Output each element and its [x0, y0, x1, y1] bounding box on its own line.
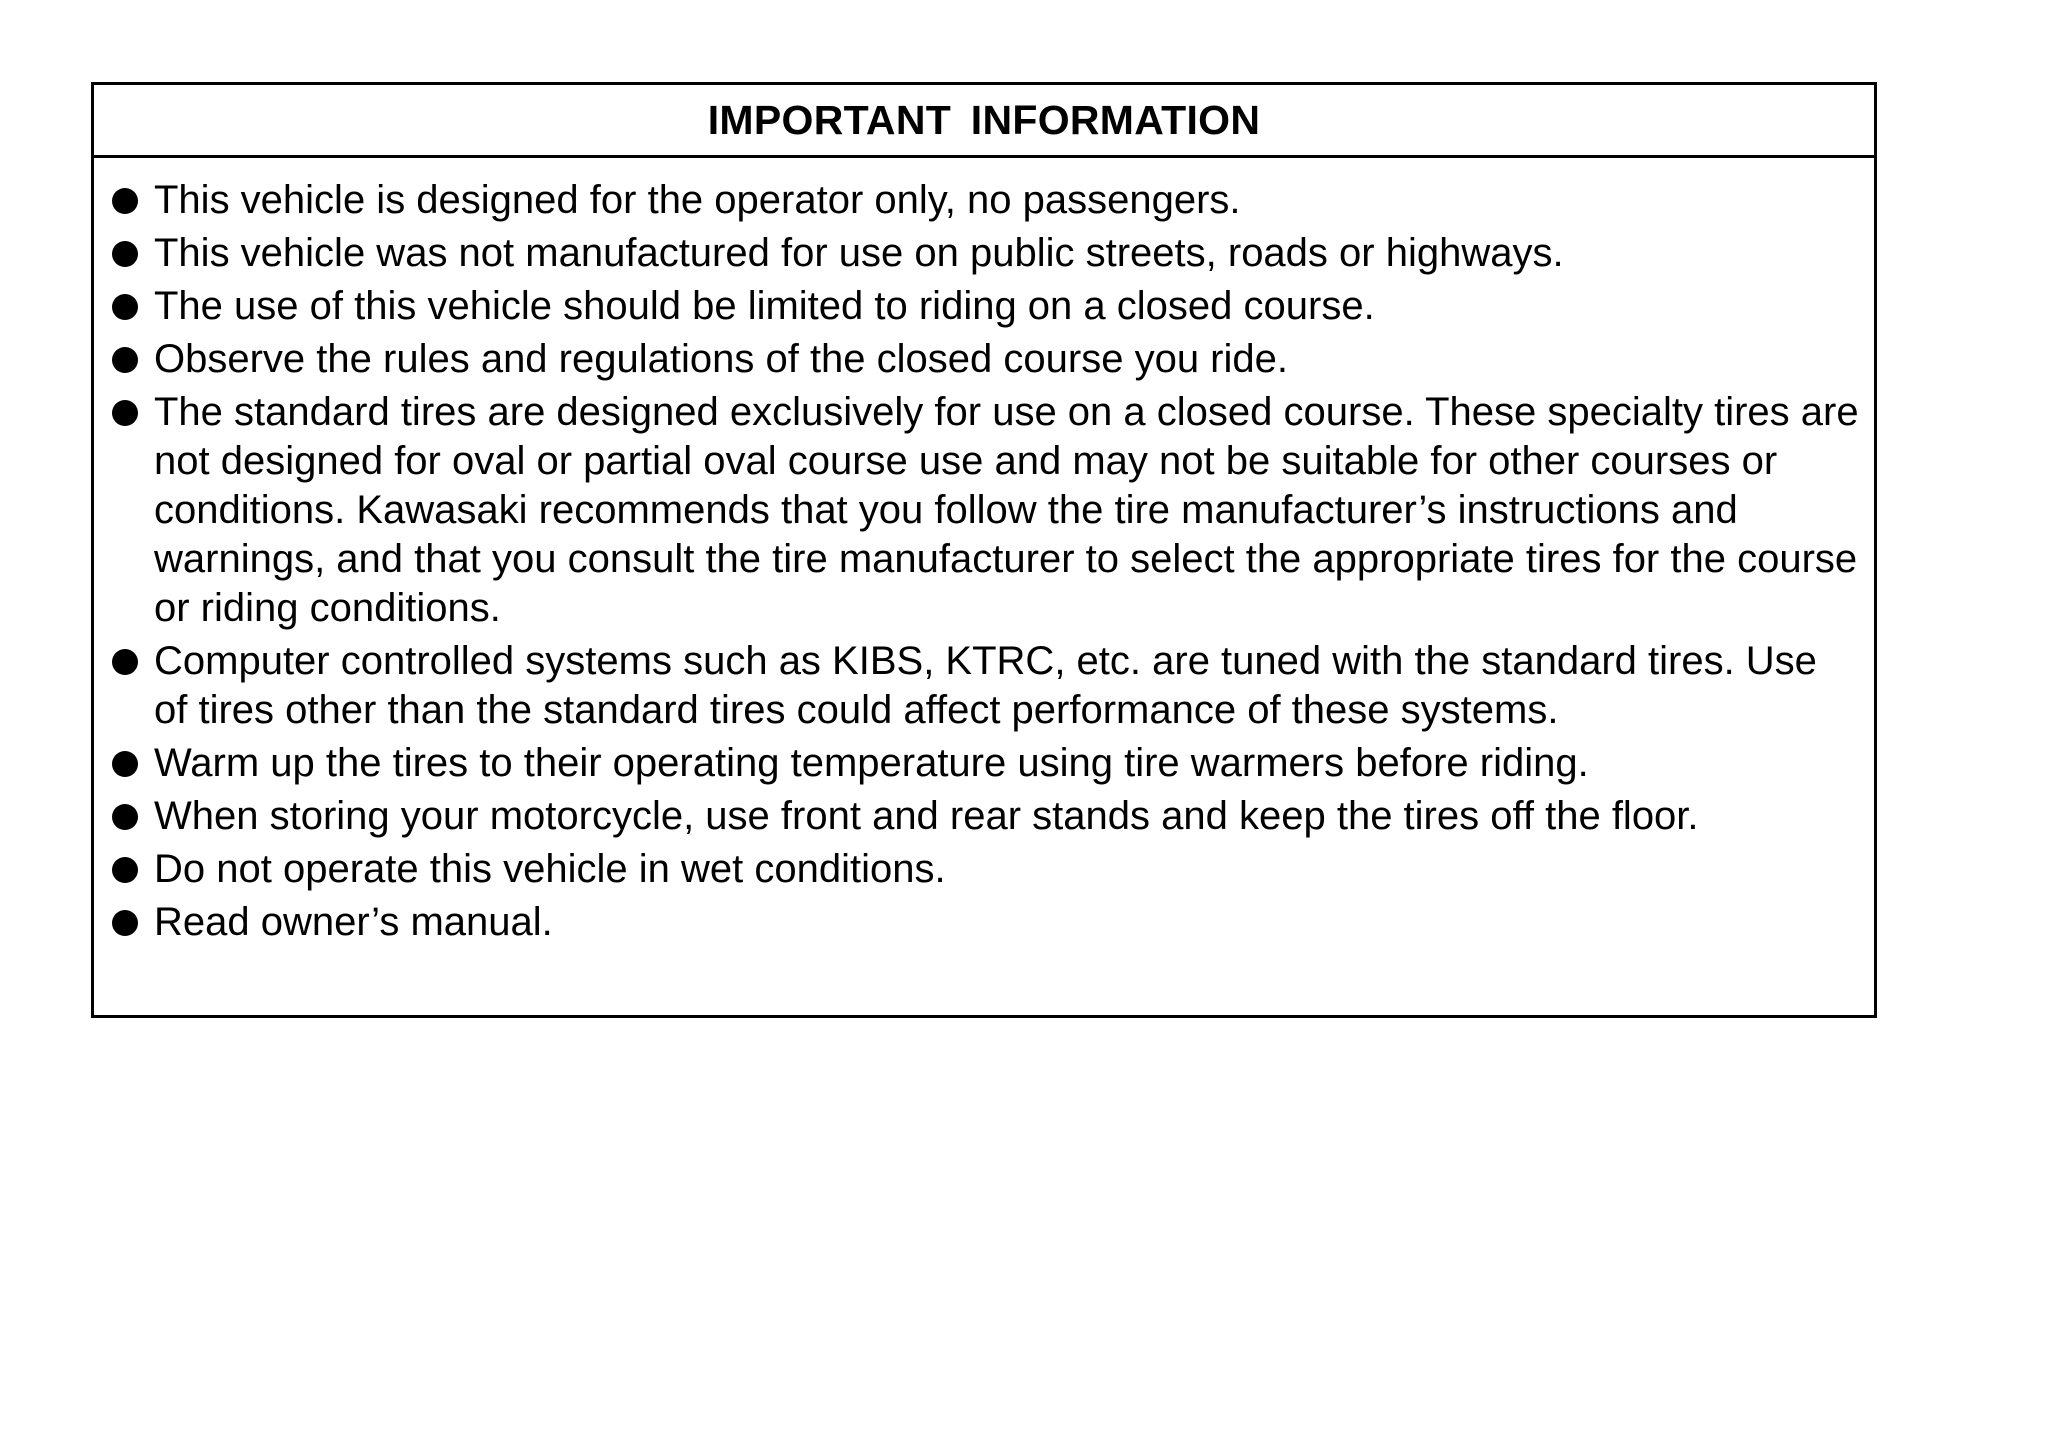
list-item	[112, 176, 1860, 225]
item-text: This vehicle was not manufactured for use on public streets, roads or highways.	[154, 231, 1564, 275]
item-text: Warm up the tires to their operating temperature using tire warmers before riding.	[154, 741, 1589, 785]
list-item	[112, 335, 1860, 384]
item-text: Read owner’s manual.	[154, 900, 553, 944]
bullet-icon	[112, 910, 138, 936]
bullet-icon	[112, 751, 138, 777]
bullet-icon	[112, 857, 138, 883]
item-text: Observe the rules and regulations of the closed course you ride.	[154, 337, 1288, 381]
notice-list	[94, 158, 1874, 947]
bullet-icon	[112, 400, 138, 426]
item-text: Do not operate this vehicle in wet conditions.	[154, 847, 946, 891]
item-text: This vehicle is designed for the operator only, no passengers.	[154, 178, 1241, 222]
bullet-icon	[112, 347, 138, 373]
notice-title: IMPORTANT INFORMATION	[707, 96, 1261, 143]
list-item	[112, 282, 1860, 331]
bullet-icon	[112, 804, 138, 830]
bullet-icon	[112, 241, 138, 267]
bullet-icon	[112, 188, 138, 214]
item-text: When storing your motorcycle, use front and rear stands and keep the tires off the floor.	[154, 794, 1699, 838]
list-item	[112, 739, 1860, 788]
list-item	[112, 229, 1860, 278]
list-item	[112, 792, 1860, 841]
list-item	[112, 845, 1860, 894]
list-item	[112, 898, 1860, 947]
list-item	[112, 637, 1860, 735]
list-item	[112, 388, 1860, 633]
item-text: Computer controlled systems such as KIBS, KTRC, etc. are tuned with the standard tires. Use of tires other than the standard tires could affect performance of these systems.	[154, 639, 1817, 732]
item-text: The standard tires are designed exclusively for use on a closed course. These specialty tires are not designed for oval or partial oval course use and may not be suitable for other courses or conditions. Kawasaki recommends that you follow the tire manufacturer’s instructions and warnings, and that you consult the tire manufacturer to select the appropriate tires for the course or riding conditions.	[154, 390, 1859, 630]
notice-header	[94, 85, 1874, 158]
item-text: The use of this vehicle should be limited to riding on a closed course.	[154, 284, 1375, 328]
bullet-icon	[112, 294, 138, 320]
important-information-box	[91, 82, 1877, 1018]
bullet-icon	[112, 649, 138, 675]
